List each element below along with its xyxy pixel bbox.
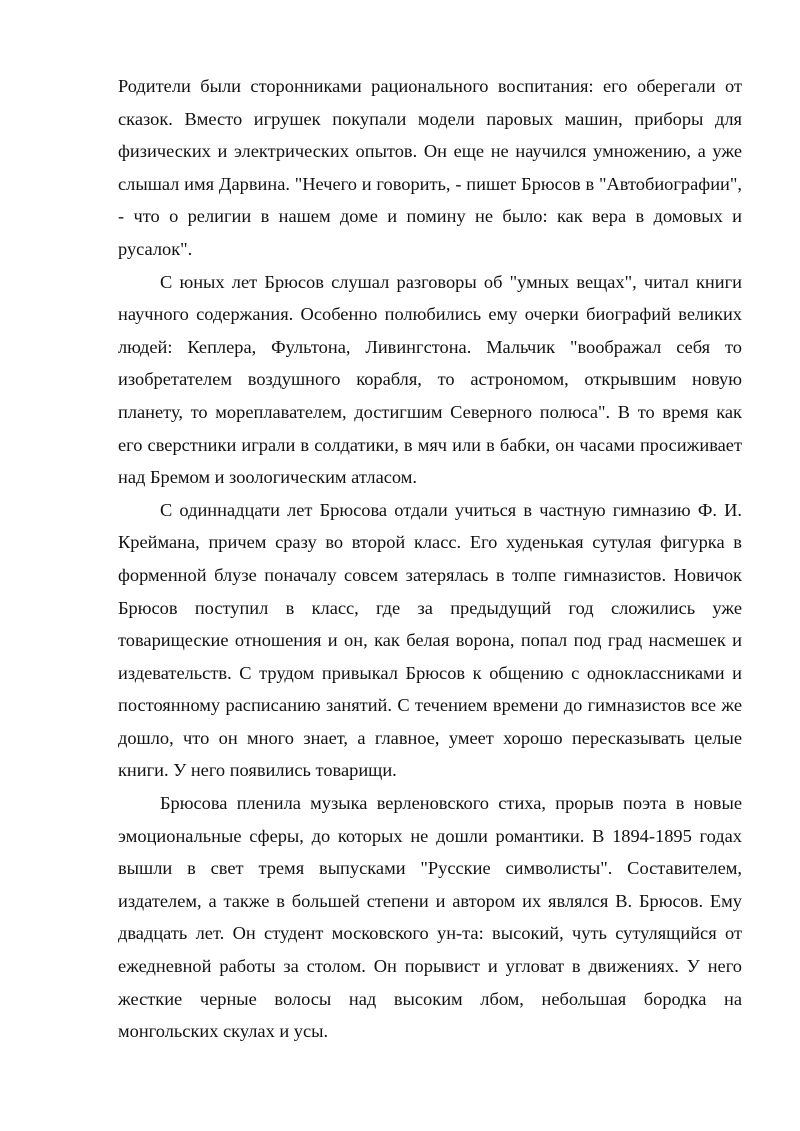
paragraph-2: С юных лет Брюсов слушал разговоры об "умных вещах", читал книги научного содержания. Особенно полюбились ему очерки биографий великих людей: Кеплера, Фультона, Ливингстона. Мальчик "воображал себя то изобретателем воздушного корабля, то астрономом, открывшим новую планету, то мореплавателем, достигшим Северного полюса". В то время как его сверстники играли в солдатики, в мяч или в бабки, он часами просиживает над Бремом и зоологическим атласом. [118, 271, 742, 488]
document-page [118, 70, 742, 1048]
paragraph-3: С одиннадцати лет Брюсова отдали учиться в частную гимназию Ф. И. Креймана, причем сразу во второй класс. Его худенькая сутулая фигурка в форменной блузе поначалу совсем затерялась в толпе гимназистов. Новичок Брюсов поступил в класс, где за предыдущий год сложились уже товарищеские отношения и он, как белая ворона, попал под град насмешек и издевательств. С трудом привыкал Брюсов к общению с одноклассниками и постоянному расписанию занятий. С течением времени до гимназистов все же дошло, что он много знает, а главное, умеет хорошо пересказывать целые книги. У него появились товарищи. [118, 499, 742, 781]
paragraph-4: Брюсова пленила музыка верленовского стиха, прорыв поэта в новые эмоциональные сферы, до которых не дошли романтики. В 1894-1895 годах вышли в свет тремя выпусками "Русские символисты". Составителем, издателем, а также в большей степени и автором их являлся В. Брюсов. Ему двадцать лет. Он студент московского ун-та: высокий, чуть сутулящийся от ежедневной работы за столом. Он порывист и угловат в движениях. У него жесткие черные волосы над высоким лбом, небольшая бородка на монгольских скулах и усы. [118, 793, 742, 1042]
paragraph-1: Родители были сторонниками рационального воспитания: его оберегали от сказок. Вместо игрушек покупали модели паровых машин, приборы для физических и электрических опытов. Он еще не научился умножению, а уже слышал имя Дарвина. "Нечего и говорить, - пишет Брюсов в "Автобиографии", - что о религии в нашем доме и помину не было: как вера в домовых и русалок". [118, 76, 742, 259]
